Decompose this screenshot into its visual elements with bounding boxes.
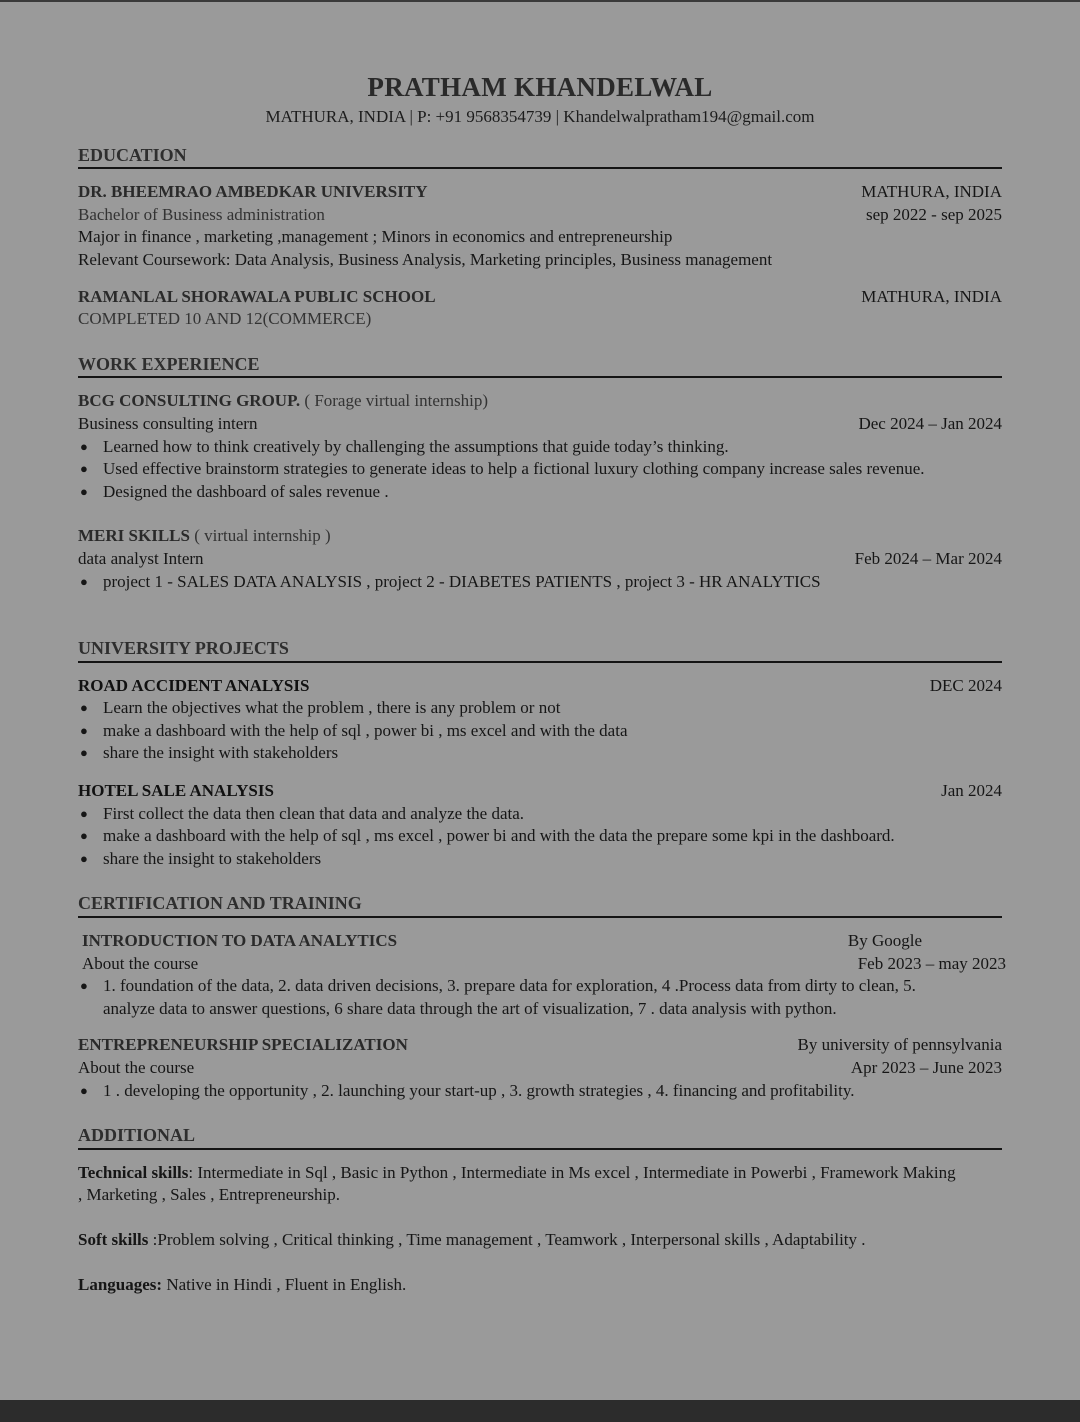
cert-dates: Apr 2023 – June 2023 — [850, 1058, 1002, 1077]
project-entry — [78, 675, 1002, 765]
project-bullet: ● make a dashboard with the help of sql , power bi , ms excel and with the data — [78, 720, 1002, 743]
institution-location: MATHURA, INDIA — [861, 286, 1002, 306]
job-role: data analyst Intern — [78, 548, 204, 568]
project-bullet: ● Learn the objectives what the problem , there is any problem or not — [78, 697, 1002, 720]
education-entry — [78, 181, 1002, 271]
languages — [78, 1274, 1002, 1297]
job-entry — [78, 525, 1002, 593]
education-majors: Major in finance , marketing ,management ; Minors in economics and entrepreneurship — [78, 227, 673, 247]
institution-name: DR. BHEEMRAO AMBEDKAR UNIVERSITY — [78, 182, 428, 202]
languages-label: Languages: — [78, 1274, 163, 1294]
company-name: BCG CONSULTING GROUP. — [78, 391, 301, 411]
project-name: HOTEL SALE ANALYSIS — [78, 781, 274, 801]
cert-name: ENTREPRENEURSHIP SPECIALIZATION — [78, 1035, 408, 1055]
technical-skills-text: : Intermediate in Sql , Basic in Python , Intermediate in Ms excel , Intermediate in Powerbi , Framework Making , Marketing , Sales , Entrepreneurship. — [78, 1162, 956, 1205]
institution-location: MATHURA, INDIA — [861, 182, 1002, 202]
job-bullet: ● Designed the dashboard of sales revenue . — [78, 481, 1002, 504]
additional-heading: ADDITIONAL — [78, 1124, 1002, 1150]
resume-page — [78, 70, 1006, 1296]
cert-provider: By Google — [847, 931, 922, 951]
education-entry — [78, 286, 1002, 331]
soft-skills — [78, 1229, 1002, 1252]
institution-name: RAMANLAL SHORAWALA PUBLIC SCHOOL — [78, 286, 436, 306]
cert-dates: Feb 2023 – may 2023 — [857, 953, 1006, 973]
degree: Bachelor of Business administration — [78, 204, 325, 224]
job-dates: Feb 2024 – Mar 2024 — [854, 548, 1002, 568]
cert-name: INTRODUCTION TO DATA ANALYTICS — [82, 931, 398, 951]
degree: COMPLETED 10 AND 12(COMMERCE) — [78, 309, 372, 329]
cert-about: About the course — [82, 953, 199, 973]
project-date: DEC 2024 — [929, 675, 1002, 695]
cert-entry — [78, 930, 1006, 1020]
certs-heading: CERTIFICATION AND TRAINING — [78, 892, 1002, 918]
project-date: Jan 2024 — [941, 781, 1002, 801]
cert-provider: By university of pennsylvania — [797, 1035, 1002, 1055]
cert-bullet: ● 1 . developing the opportunity , 2. launching your start-up , 3. growth strategies , 4. financing and profitability. — [78, 1080, 1002, 1103]
company-note: ( Forage virtual internship) — [300, 391, 489, 411]
project-name: ROAD ACCIDENT ANALYSIS — [78, 675, 310, 695]
job-bullet: ● project 1 - SALES DATA ANALYSIS , project 2 - DIABETES PATIENTS , project 3 - HR ANALYTICS — [78, 571, 1002, 594]
project-bullet: ● make a dashboard with the help of sql , ms excel , power bi and with the data the prepare some kpi in the dashboard. — [78, 825, 1002, 848]
company-note: ( virtual internship ) — [189, 526, 331, 546]
job-entry — [78, 390, 1002, 503]
work-heading: WORK EXPERIENCE — [78, 353, 1002, 379]
job-bullet: ● Used effective brainstorm strategies to generate ideas to help a fictional luxury clothing company increase sales revenue. — [78, 458, 1002, 481]
job-role: Business consulting intern — [78, 413, 258, 433]
soft-skills-text: :Problem solving , Critical thinking , Time management , Teamwork , Interpersonal skills , Adaptability . — [152, 1229, 866, 1249]
technical-skills — [78, 1162, 1002, 1207]
project-bullet: ● share the insight with stakeholders — [78, 742, 1002, 765]
education-dates: sep 2022 - sep 2025 — [866, 204, 1002, 224]
education-heading: EDUCATION — [78, 144, 1002, 170]
candidate-name: PRATHAM KHANDELWAL — [367, 72, 713, 102]
top-border — [0, 0, 1080, 2]
languages-text: Native in Hindi , Fluent in English. — [162, 1274, 407, 1294]
cert-entry — [78, 1034, 1002, 1102]
job-bullet: ● Learned how to think creatively by challenging the assumptions that guide today’s thinking. — [78, 436, 1002, 459]
soft-skills-label: Soft skills — [78, 1229, 153, 1249]
project-bullet: ● First collect the data then clean that data and analyze the data. — [78, 803, 1002, 826]
education-coursework: Relevant Coursework: Data Analysis, Business Analysis, Marketing principles, Business management — [78, 249, 773, 269]
contact-line: MATHURA, INDIA | P: +91 9568354739 | Khandelwalpratham194@gmail.com — [265, 107, 815, 126]
cert-about: About the course — [78, 1058, 195, 1077]
job-dates: Dec 2024 – Jan 2024 — [858, 413, 1002, 433]
technical-skills-label: Technical skills — [78, 1162, 189, 1182]
bottom-bar — [0, 1400, 1080, 1422]
projects-heading: UNIVERSITY PROJECTS — [78, 637, 1002, 663]
company-name: MERI SKILLS — [78, 526, 190, 546]
cert-bullet: ● 1. foundation of the data, 2. data driven decisions, 3. prepare data for exploration, 4 .Process data from dirty to clean, 5. analyze data to answer questions, 6 share data through the art of visualization, 7 . data analysis with python. — [78, 975, 1002, 1020]
project-bullet: ● share the insight to stakeholders — [78, 848, 1002, 871]
project-entry — [78, 780, 1002, 870]
